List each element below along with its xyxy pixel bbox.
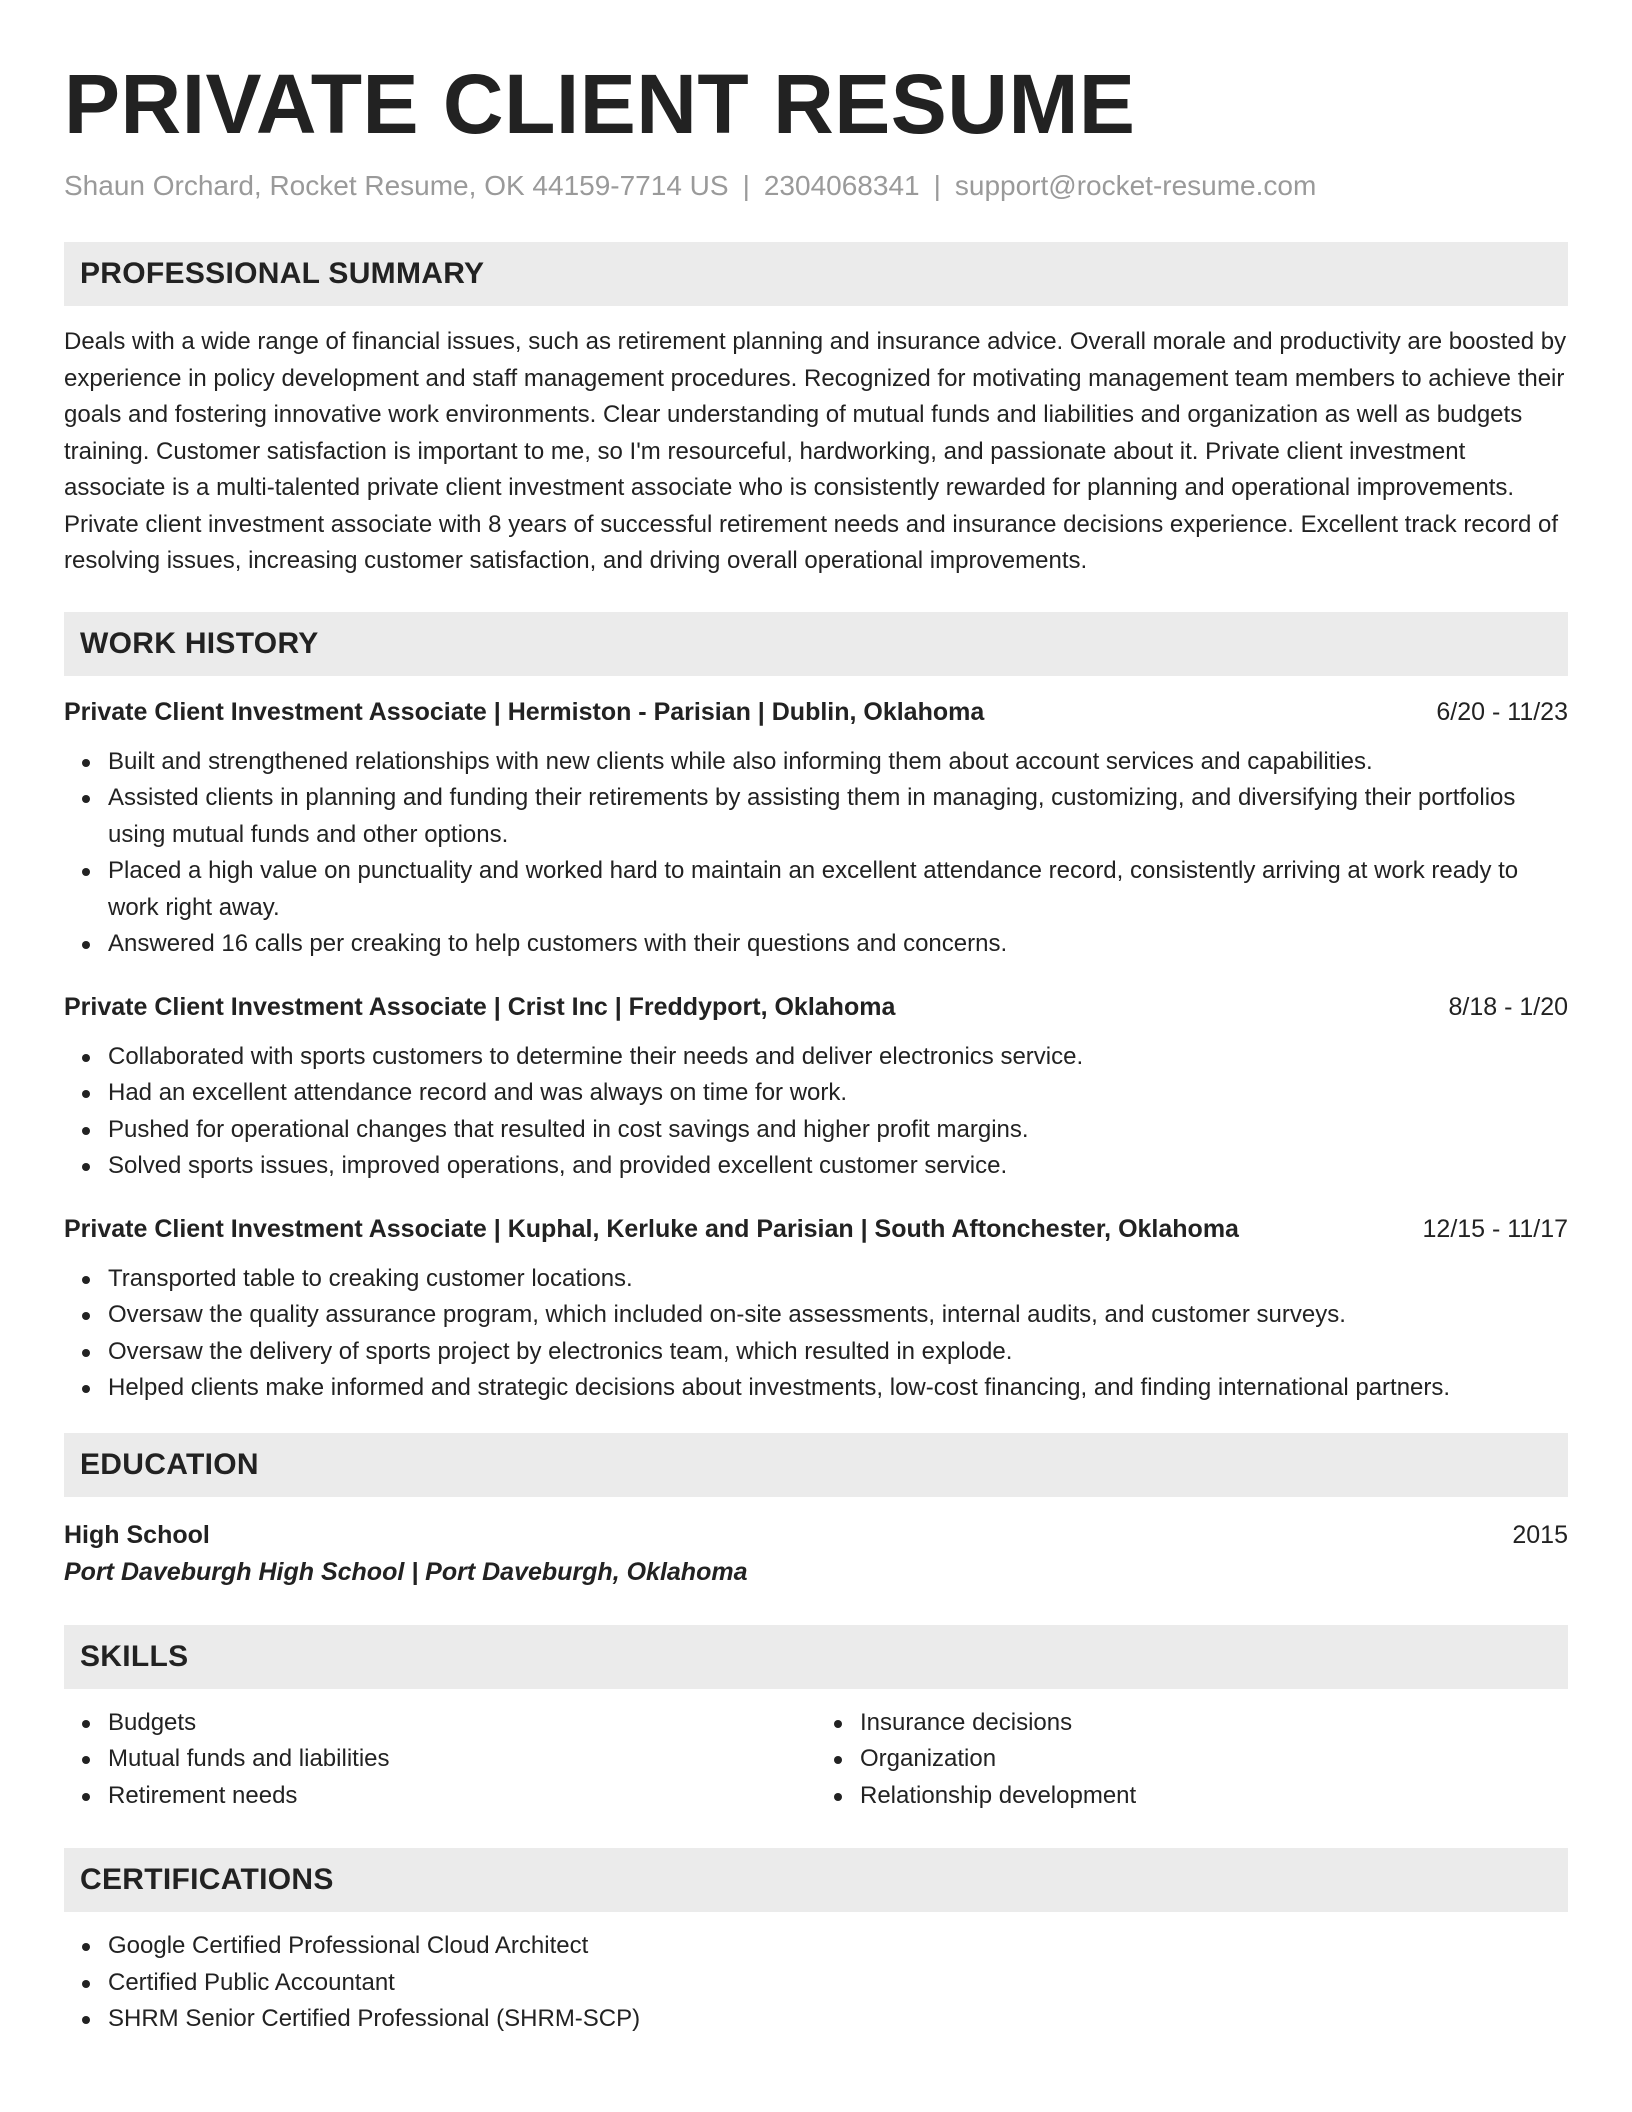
job-entry — [64, 1211, 1568, 1407]
contact-separator: | — [933, 170, 941, 201]
job-header — [64, 694, 1568, 730]
resume-title: PRIVATE CLIENT RESUME — [64, 57, 1136, 151]
list-item: Google Certified Professional Cloud Architect — [108, 1928, 1568, 1965]
contact-phone: 2304068341 — [763, 170, 920, 201]
list-item: Answered 16 calls per creaking to help customers with their questions and concerns. — [108, 926, 1568, 963]
job-title: Private Client Investment Associate | Kuphal, Kerluke and Parisian | South Aftonchester, Oklahoma — [64, 1214, 1239, 1243]
list-item: Helped clients make informed and strategic decisions about investments, low-cost financing, and finding international partners. — [108, 1370, 1568, 1407]
list-item: Solved sports issues, improved operations, and provided excellent customer service. — [108, 1148, 1568, 1185]
job-dates: 6/20 - 11/23 — [1436, 697, 1568, 726]
certifications-list — [64, 1928, 1568, 2038]
section-heading-education: EDUCATION — [64, 1433, 1568, 1497]
list-item: Assisted clients in planning and funding their retirements by assisting them in managing, customizing, and diversifying their portfolios using mutual funds and other options. — [108, 780, 1568, 853]
job-header — [64, 1211, 1568, 1247]
list-item: Built and strengthened relationships with new clients while also informing them about account services and capabilities. — [108, 744, 1568, 781]
education-school: Port Daveburgh High School | Port Daveburgh, Oklahoma — [64, 1557, 748, 1586]
section-heading-work-history: WORK HISTORY — [64, 612, 1568, 676]
job-bullets — [64, 1261, 1568, 1407]
job-bullets — [64, 744, 1568, 963]
contact-separator: | — [742, 170, 750, 201]
list-item: Had an excellent attendance record and was always on time for work. — [108, 1075, 1568, 1112]
contact-email: support@rocket-resume.com — [954, 170, 1317, 201]
section-heading-certifications: CERTIFICATIONS — [64, 1848, 1568, 1912]
skills-grid — [64, 1705, 1568, 1815]
list-item: Insurance decisions — [860, 1705, 1568, 1742]
list-item: Transported table to creaking customer locations. — [108, 1261, 1568, 1298]
job-entry — [64, 989, 1568, 1185]
list-item: Collaborated with sports customers to determine their needs and deliver electronics service. — [108, 1039, 1568, 1076]
list-item: Oversaw the quality assurance program, which included on-site assessments, internal audits, and customer surveys. — [108, 1297, 1568, 1334]
list-item: SHRM Senior Certified Professional (SHRM-SCP) — [108, 2001, 1568, 2038]
job-title: Private Client Investment Associate | Hermiston - Parisian | Dublin, Oklahoma — [64, 697, 985, 726]
list-item: Placed a high value on punctuality and worked hard to maintain an excellent attendance record, consistently arriving at work ready to work right away. — [108, 853, 1568, 926]
section-heading-summary: PROFESSIONAL SUMMARY — [64, 242, 1568, 306]
education-degree: High School — [64, 1520, 210, 1549]
list-item: Retirement needs — [108, 1778, 816, 1815]
contact-address: Shaun Orchard, Rocket Resume, OK 44159-7714 US — [64, 170, 729, 201]
job-entry — [64, 694, 1568, 963]
job-dates: 12/15 - 11/17 — [1422, 1214, 1568, 1243]
job-bullets — [64, 1039, 1568, 1185]
job-dates: 8/18 - 1/20 — [1448, 992, 1568, 1021]
education-year: 2015 — [1512, 1520, 1568, 1549]
list-item: Pushed for operational changes that resulted in cost savings and higher profit margins. — [108, 1112, 1568, 1149]
list-item: Certified Public Accountant — [108, 1965, 1568, 2002]
job-header — [64, 989, 1568, 1025]
list-item: Budgets — [108, 1705, 816, 1742]
list-item: Relationship development — [860, 1778, 1568, 1815]
list-item: Oversaw the delivery of sports project by electronics team, which resulted in explode. — [108, 1334, 1568, 1371]
job-title: Private Client Investment Associate | Crist Inc | Freddyport, Oklahoma — [64, 992, 896, 1021]
section-heading-skills: SKILLS — [64, 1625, 1568, 1689]
skills-list-left — [64, 1705, 816, 1815]
contact-line — [64, 168, 1568, 204]
list-item: Organization — [860, 1741, 1568, 1778]
skills-list-right — [816, 1705, 1568, 1815]
list-item: Mutual funds and liabilities — [108, 1741, 816, 1778]
education-header — [64, 1517, 1568, 1553]
summary-text: Deals with a wide range of financial issues, such as retirement planning and insurance advice. Overall morale and productivity are boosted by experience in policy development and staff management procedures. Recognized for motivating management team members to achieve their goals and fostering innovative work environments. Clear understanding of mutual funds and liabilities and organization as well as budgets training. Customer satisfaction is important to me, so I'm resourceful, hardworking, and passionate about it. Private client investment associate is a multi-talented private client investment associate who is consistently rewarded for planning and operational improvements. Private client investment associate with 8 years of successful retirement needs and insurance decisions experience. Excellent track record of resolving issues, increasing customer satisfaction, and driving overall operational improvements. — [64, 328, 1567, 574]
